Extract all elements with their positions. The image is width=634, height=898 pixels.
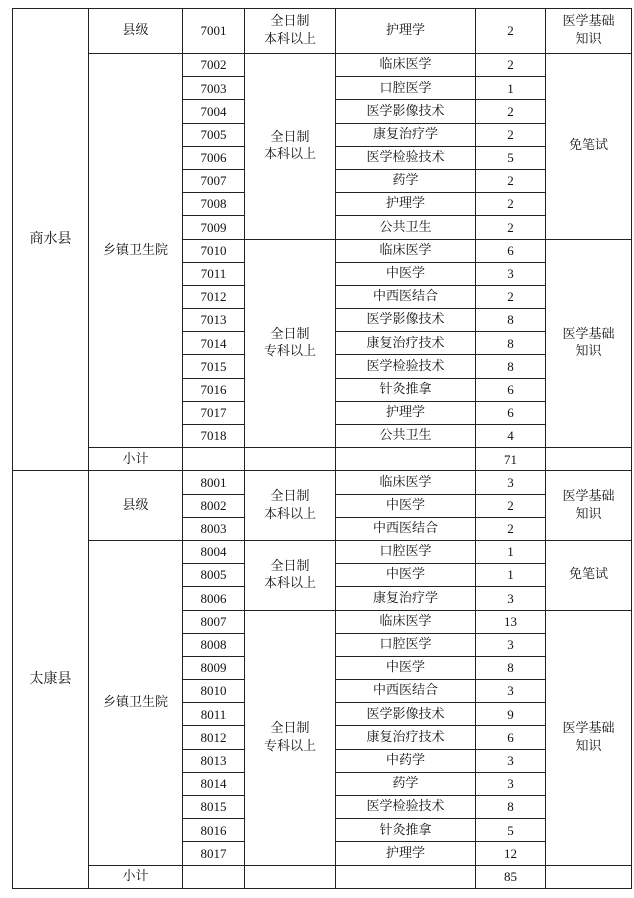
exam-subject: 免笔试 (546, 54, 632, 240)
hiring-count: 6 (476, 378, 546, 401)
unit-level-town: 乡镇卫生院 (89, 54, 183, 448)
hiring-count: 6 (476, 239, 546, 262)
position-code: 7005 (183, 123, 245, 146)
position-code: 8004 (183, 540, 245, 563)
education-requirement: 全日制 本科以上 (245, 9, 336, 54)
major-name: 中医学 (336, 656, 476, 679)
major-name: 医学检验技术 (336, 796, 476, 819)
major-name: 中西医结合 (336, 680, 476, 703)
hiring-count: 3 (476, 262, 546, 285)
position-code: 7007 (183, 169, 245, 192)
hiring-count: 3 (476, 680, 546, 703)
position-code: 7016 (183, 378, 245, 401)
major-name: 口腔医学 (336, 633, 476, 656)
position-code: 7001 (183, 9, 245, 54)
hiring-count: 3 (476, 633, 546, 656)
position-code: 7009 (183, 216, 245, 239)
hiring-count: 6 (476, 401, 546, 424)
position-code: 8016 (183, 819, 245, 842)
hiring-count: 2 (476, 517, 546, 540)
position-code: 7017 (183, 401, 245, 424)
hiring-count: 8 (476, 656, 546, 679)
hiring-count: 5 (476, 819, 546, 842)
major-name: 中西医结合 (336, 517, 476, 540)
education-requirement: 全日制 本科以上 (245, 54, 336, 240)
empty-cell (245, 448, 336, 471)
empty-cell (245, 865, 336, 888)
position-code: 8007 (183, 610, 245, 633)
position-code: 8005 (183, 564, 245, 587)
hiring-count: 2 (476, 100, 546, 123)
major-name: 药学 (336, 169, 476, 192)
position-code: 8002 (183, 494, 245, 517)
education-requirement: 全日制 专科以上 (245, 610, 336, 865)
exam-subject: 免笔试 (546, 540, 632, 610)
hiring-count: 8 (476, 332, 546, 355)
hiring-count: 2 (476, 193, 546, 216)
position-code: 7018 (183, 425, 245, 448)
hiring-count: 1 (476, 540, 546, 563)
exam-subject: 医学基础 知识 (546, 9, 632, 54)
subtotal-label: 小计 (89, 448, 183, 471)
position-code: 8008 (183, 633, 245, 656)
unit-level-town: 乡镇卫生院 (89, 540, 183, 865)
hiring-count: 3 (476, 772, 546, 795)
position-code: 8015 (183, 796, 245, 819)
table-body (13, 9, 632, 889)
major-name: 医学影像技术 (336, 703, 476, 726)
position-code: 7002 (183, 54, 245, 77)
major-name: 康复治疗学 (336, 587, 476, 610)
major-name: 医学影像技术 (336, 309, 476, 332)
hiring-count: 8 (476, 796, 546, 819)
position-code: 7014 (183, 332, 245, 355)
major-name: 中医学 (336, 564, 476, 587)
position-code: 8014 (183, 772, 245, 795)
hiring-count: 1 (476, 564, 546, 587)
major-name: 中医学 (336, 494, 476, 517)
major-name: 针灸推拿 (336, 819, 476, 842)
subtotal-value: 71 (476, 448, 546, 471)
empty-cell (546, 865, 632, 888)
major-name: 口腔医学 (336, 540, 476, 563)
position-code: 7015 (183, 355, 245, 378)
hiring-count: 2 (476, 169, 546, 192)
hiring-count: 2 (476, 123, 546, 146)
recruitment-table (12, 8, 632, 889)
education-requirement: 全日制 本科以上 (245, 471, 336, 541)
position-code: 7006 (183, 146, 245, 169)
education-requirement: 全日制 专科以上 (245, 239, 336, 448)
empty-cell (183, 448, 245, 471)
major-name: 针灸推拿 (336, 378, 476, 401)
position-code: 8013 (183, 749, 245, 772)
major-name: 护理学 (336, 193, 476, 216)
hiring-count: 2 (476, 494, 546, 517)
subtotal-row (13, 865, 632, 888)
hiring-count: 2 (476, 9, 546, 54)
position-code: 8009 (183, 656, 245, 679)
unit-level-county: 县级 (89, 471, 183, 541)
table-row (13, 54, 632, 77)
major-name: 护理学 (336, 401, 476, 424)
position-code: 8006 (183, 587, 245, 610)
position-code: 7010 (183, 239, 245, 262)
major-name: 康复治疗学 (336, 123, 476, 146)
major-name: 医学检验技术 (336, 146, 476, 169)
empty-cell (336, 448, 476, 471)
major-name: 临床医学 (336, 610, 476, 633)
major-name: 临床医学 (336, 54, 476, 77)
major-name: 临床医学 (336, 471, 476, 494)
hiring-count: 2 (476, 285, 546, 308)
position-code: 7012 (183, 285, 245, 308)
major-name: 临床医学 (336, 239, 476, 262)
position-code: 8017 (183, 842, 245, 865)
position-code: 8003 (183, 517, 245, 540)
hiring-count: 6 (476, 726, 546, 749)
position-code: 8010 (183, 680, 245, 703)
subtotal-row (13, 448, 632, 471)
position-code: 7013 (183, 309, 245, 332)
hiring-count: 13 (476, 610, 546, 633)
subtotal-value: 85 (476, 865, 546, 888)
position-code: 8001 (183, 471, 245, 494)
hiring-count: 3 (476, 587, 546, 610)
table-row (13, 471, 632, 494)
major-name: 康复治疗技术 (336, 726, 476, 749)
position-code: 7008 (183, 193, 245, 216)
unit-level-county: 县级 (89, 9, 183, 54)
position-code: 8011 (183, 703, 245, 726)
major-name: 护理学 (336, 9, 476, 54)
hiring-count: 2 (476, 216, 546, 239)
position-code: 7011 (183, 262, 245, 285)
table-row (13, 9, 632, 54)
hiring-count: 3 (476, 471, 546, 494)
empty-cell (546, 448, 632, 471)
empty-cell (183, 865, 245, 888)
hiring-count: 2 (476, 54, 546, 77)
county-name: 太康县 (13, 471, 89, 888)
major-name: 医学影像技术 (336, 100, 476, 123)
hiring-count: 5 (476, 146, 546, 169)
major-name: 药学 (336, 772, 476, 795)
position-code: 7003 (183, 77, 245, 100)
exam-subject: 医学基础 知识 (546, 610, 632, 865)
hiring-count: 1 (476, 77, 546, 100)
hiring-count: 8 (476, 355, 546, 378)
position-code: 7004 (183, 100, 245, 123)
major-name: 口腔医学 (336, 77, 476, 100)
major-name: 护理学 (336, 842, 476, 865)
major-name: 公共卫生 (336, 425, 476, 448)
hiring-count: 12 (476, 842, 546, 865)
major-name: 中药学 (336, 749, 476, 772)
major-name: 中西医结合 (336, 285, 476, 308)
hiring-count: 4 (476, 425, 546, 448)
position-code: 8012 (183, 726, 245, 749)
major-name: 医学检验技术 (336, 355, 476, 378)
hiring-count: 8 (476, 309, 546, 332)
hiring-count: 3 (476, 749, 546, 772)
hiring-count: 9 (476, 703, 546, 726)
county-name: 商水县 (13, 9, 89, 471)
subtotal-label: 小计 (89, 865, 183, 888)
major-name: 康复治疗技术 (336, 332, 476, 355)
education-requirement: 全日制 本科以上 (245, 540, 336, 610)
major-name: 公共卫生 (336, 216, 476, 239)
major-name: 中医学 (336, 262, 476, 285)
empty-cell (336, 865, 476, 888)
exam-subject: 医学基础 知识 (546, 471, 632, 541)
table-row (13, 540, 632, 563)
exam-subject: 医学基础 知识 (546, 239, 632, 448)
